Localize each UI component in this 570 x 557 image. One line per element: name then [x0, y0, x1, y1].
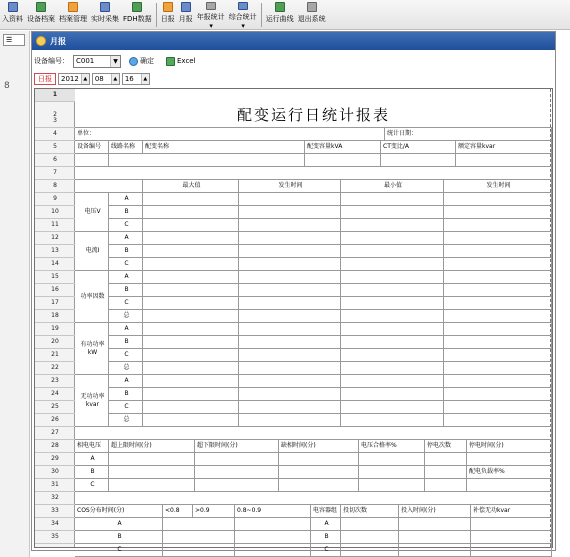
- main-toolbar: [0, 0, 570, 30]
- toolbar-label: 运行曲线: [265, 15, 294, 23]
- row-number[interactable]: 9: [35, 193, 75, 206]
- vs-stop-count[interactable]: 停电次数: [425, 440, 467, 453]
- stats-header-blank[interactable]: [75, 180, 143, 193]
- vs-outage-value[interactable]: [279, 466, 359, 479]
- chevron-down-icon: ▾: [209, 22, 213, 30]
- max-value[interactable]: [143, 375, 239, 388]
- toolbar-label: 入资料: [2, 15, 23, 23]
- confirm-label: 确定: [140, 57, 154, 65]
- max-time[interactable]: [239, 323, 341, 336]
- value-transformer[interactable]: [109, 154, 305, 167]
- left-strip: [0, 31, 30, 557]
- min-time[interactable]: [444, 219, 552, 232]
- max-value[interactable]: [143, 297, 239, 310]
- spinner-arrows-icon: ▲: [111, 74, 119, 84]
- monthly-icon: [181, 2, 191, 12]
- max-time[interactable]: [239, 414, 341, 427]
- max-time[interactable]: [239, 245, 341, 258]
- min-time[interactable]: [444, 193, 552, 206]
- blank-row[interactable]: [75, 427, 552, 440]
- group-name[interactable]: 无功功率 kvar: [75, 375, 109, 427]
- toolbar-separator: [156, 3, 157, 27]
- max-time[interactable]: [239, 258, 341, 271]
- phase-cell[interactable]: 总: [109, 310, 143, 323]
- max-value[interactable]: [143, 245, 239, 258]
- min-value[interactable]: [341, 232, 444, 245]
- row-number[interactable]: 23: [35, 375, 75, 388]
- max-value[interactable]: [143, 362, 239, 375]
- toolbar-archive-manage-button[interactable]: [57, 0, 89, 30]
- header-line-name[interactable]: 线路名称: [109, 141, 143, 154]
- min-time[interactable]: [444, 349, 552, 362]
- max-value[interactable]: [143, 219, 239, 232]
- day-spinner[interactable]: [122, 73, 150, 85]
- day-value: 16: [124, 75, 134, 83]
- group-name[interactable]: 电压V: [75, 193, 109, 232]
- cap-phase[interactable]: C: [311, 544, 341, 557]
- row-number[interactable]: 12: [35, 232, 75, 245]
- toolbar-label: 综合统计: [228, 13, 257, 21]
- row-number[interactable]: 19: [35, 323, 75, 336]
- filter-bar: [32, 50, 555, 72]
- device-select[interactable]: [73, 55, 121, 68]
- row-number[interactable]: 13: [35, 245, 75, 258]
- switch-value[interactable]: [341, 544, 399, 557]
- row-number[interactable]: 16: [35, 284, 75, 297]
- vs-upper-time[interactable]: 超上限时间(分): [109, 440, 195, 453]
- phase-cell[interactable]: B: [109, 388, 143, 401]
- vs-phase-voltage[interactable]: 相电电压: [75, 440, 109, 453]
- yearly-icon: [206, 2, 216, 10]
- report-sheet: [34, 88, 553, 553]
- min-time[interactable]: [444, 336, 552, 349]
- group-name[interactable]: 电流I: [75, 232, 109, 271]
- input-value[interactable]: [399, 544, 471, 557]
- vs-phase[interactable]: C: [75, 479, 109, 492]
- vs-pass-value[interactable]: [359, 466, 425, 479]
- group-name[interactable]: 功率因数: [75, 271, 109, 323]
- row-number[interactable]: 14: [35, 258, 75, 271]
- report-title: 配变运行日统计报表: [75, 102, 552, 128]
- max-time[interactable]: [239, 349, 341, 362]
- switch-value[interactable]: [341, 518, 399, 531]
- vs-outage-time[interactable]: 缺相时间(分): [279, 440, 359, 453]
- row-number[interactable]: 22: [35, 362, 75, 375]
- max-value[interactable]: [143, 232, 239, 245]
- cos-capacitor[interactable]: 电容器组: [311, 505, 341, 518]
- row-number[interactable]: 10: [35, 206, 75, 219]
- cos-value[interactable]: [163, 544, 235, 557]
- min-time[interactable]: [444, 258, 552, 271]
- phase-cell[interactable]: C: [109, 258, 143, 271]
- phase-cell[interactable]: A: [109, 193, 143, 206]
- min-time[interactable]: [444, 414, 552, 427]
- toolbar-label: 年报统计: [196, 13, 225, 21]
- cos-time-header[interactable]: COS分布时间(分): [75, 505, 163, 518]
- min-time[interactable]: [444, 232, 552, 245]
- row-number[interactable]: 24: [35, 388, 75, 401]
- max-value[interactable]: [143, 258, 239, 271]
- row-number[interactable]: 32: [35, 492, 75, 505]
- archive-manage-icon: [68, 2, 78, 12]
- stats-time1[interactable]: 发生时间: [239, 180, 341, 193]
- vs-stop-time-value[interactable]: [467, 479, 552, 492]
- phase-cell[interactable]: C: [109, 219, 143, 232]
- phase-cell[interactable]: C: [109, 297, 143, 310]
- vs-lower-value[interactable]: [195, 466, 279, 479]
- min-time[interactable]: [444, 271, 552, 284]
- phase-cell[interactable]: A: [109, 271, 143, 284]
- row-number[interactable]: 33: [35, 505, 75, 518]
- cos-phase[interactable]: A: [75, 518, 163, 531]
- tab-daily[interactable]: 日报: [34, 73, 56, 85]
- row-number[interactable]: 2: [35, 102, 75, 128]
- value-rated[interactable]: [456, 154, 552, 167]
- min-value[interactable]: [341, 258, 444, 271]
- min-time[interactable]: [444, 310, 552, 323]
- cos-phase[interactable]: B: [75, 531, 163, 544]
- row-number[interactable]: 29: [35, 453, 75, 466]
- cos-r089[interactable]: 0.8~0.9: [235, 505, 311, 518]
- min-value[interactable]: [341, 310, 444, 323]
- confirm-icon: [129, 57, 138, 66]
- phase-cell[interactable]: A: [109, 375, 143, 388]
- input-value[interactable]: [399, 518, 471, 531]
- min-time[interactable]: [444, 401, 552, 414]
- max-value[interactable]: [143, 206, 239, 219]
- vs-upper-value[interactable]: [109, 466, 195, 479]
- vs-phase[interactable]: A: [75, 453, 109, 466]
- value-capacity[interactable]: [305, 154, 381, 167]
- year-spinner[interactable]: [58, 73, 90, 85]
- cos-phase[interactable]: C: [75, 544, 163, 557]
- toolbar-device-archive-button[interactable]: [25, 0, 57, 30]
- cos-r0809[interactable]: >0.9: [193, 505, 235, 518]
- fdh-data-icon: [132, 2, 142, 12]
- vs-stop-count-value[interactable]: [425, 453, 467, 466]
- max-value[interactable]: [143, 336, 239, 349]
- left-marker: 8: [4, 81, 10, 91]
- vs-upper-value[interactable]: [109, 453, 195, 466]
- stats-time2[interactable]: 发生时间: [444, 180, 552, 193]
- vs-lower-time[interactable]: 超下限时间(分): [195, 440, 279, 453]
- min-value[interactable]: [341, 388, 444, 401]
- cos-value[interactable]: [235, 531, 311, 544]
- vs-phase[interactable]: B: [75, 466, 109, 479]
- month-spinner[interactable]: [92, 73, 120, 85]
- vs-upper-value[interactable]: [109, 479, 195, 492]
- excel-label: Excel: [177, 57, 196, 65]
- header-device-no[interactable]: 设备编号: [75, 141, 109, 154]
- spinner-arrows-icon: ▲: [141, 74, 149, 84]
- vs-stop-count-value[interactable]: [425, 479, 467, 492]
- min-time[interactable]: [444, 297, 552, 310]
- min-value[interactable]: [341, 414, 444, 427]
- phase-cell[interactable]: 总: [109, 414, 143, 427]
- vs-lower-value[interactable]: [195, 453, 279, 466]
- comp-value[interactable]: [471, 531, 552, 544]
- cos-value[interactable]: [235, 518, 311, 531]
- year-value: 2012: [61, 75, 79, 83]
- comp-value[interactable]: [471, 544, 552, 557]
- toolbar-label: 退出系统: [297, 15, 326, 23]
- import-icon: [8, 2, 18, 12]
- device-select-value: C001: [76, 57, 95, 65]
- group-name[interactable]: 有功功率 kW: [75, 323, 109, 375]
- phase-cell[interactable]: 总: [109, 362, 143, 375]
- cos-comp[interactable]: 补偿无功kvar: [471, 505, 552, 518]
- row-number[interactable]: 5: [35, 141, 75, 154]
- max-value[interactable]: [143, 284, 239, 297]
- min-time[interactable]: [444, 388, 552, 401]
- phase-cell[interactable]: B: [109, 336, 143, 349]
- row-number[interactable]: 6: [35, 154, 75, 167]
- row-number[interactable]: 4: [35, 128, 75, 141]
- phase-cell[interactable]: A: [109, 323, 143, 336]
- switch-value[interactable]: [341, 531, 399, 544]
- excel-button[interactable]: [162, 55, 200, 68]
- max-value[interactable]: [143, 193, 239, 206]
- min-value[interactable]: [341, 362, 444, 375]
- row-number[interactable]: 3: [35, 115, 75, 128]
- vs-stop-count-value[interactable]: [425, 466, 467, 479]
- min-value[interactable]: [341, 245, 444, 258]
- max-time[interactable]: [239, 375, 341, 388]
- max-time[interactable]: [239, 271, 341, 284]
- window-icon: [36, 36, 46, 46]
- row-number[interactable]: 34: [35, 518, 75, 531]
- min-value[interactable]: [341, 193, 444, 206]
- run-curve-icon: [275, 2, 285, 12]
- vs-stop-time-value[interactable]: [467, 453, 552, 466]
- row-number[interactable]: 18: [35, 310, 75, 323]
- max-value[interactable]: [143, 271, 239, 284]
- min-value[interactable]: [341, 284, 444, 297]
- date-row: [32, 72, 555, 86]
- row-number[interactable]: 8: [35, 180, 75, 193]
- cos-value[interactable]: [163, 518, 235, 531]
- cos-switch-count[interactable]: 投切次数: [341, 505, 399, 518]
- toolbar-label: 月报: [178, 15, 193, 23]
- toolbar-run-curve-button[interactable]: [264, 0, 296, 30]
- min-value[interactable]: [341, 297, 444, 310]
- min-value[interactable]: [341, 206, 444, 219]
- row-number[interactable]: 11: [35, 219, 75, 232]
- row-number[interactable]: 1: [35, 89, 75, 102]
- min-time[interactable]: [444, 245, 552, 258]
- min-value[interactable]: [341, 336, 444, 349]
- stats-max[interactable]: 最大值: [143, 180, 239, 193]
- window-titlebar: [32, 32, 555, 50]
- cos-value[interactable]: [235, 544, 311, 557]
- row-number[interactable]: 26: [35, 414, 75, 427]
- header-capacity[interactable]: 配变容量kVA: [305, 141, 381, 154]
- toolbar-label: 设备档案: [27, 15, 55, 23]
- input-value[interactable]: [399, 531, 471, 544]
- blank-row[interactable]: [75, 167, 552, 180]
- excel-icon: [166, 57, 175, 66]
- toolbar-label: 日报: [160, 15, 175, 23]
- vs-pass-rate[interactable]: 电压合格率%: [359, 440, 425, 453]
- row-number[interactable]: 21: [35, 349, 75, 362]
- header-rated-load[interactable]: 额定容量kvar: [456, 141, 552, 154]
- vs-load-rate[interactable]: 配电负载率%: [467, 466, 552, 479]
- vs-pass-value[interactable]: [359, 453, 425, 466]
- report-window: [31, 31, 556, 551]
- month-value: 08: [94, 75, 104, 83]
- read-data-icon: [100, 2, 110, 12]
- max-time[interactable]: [239, 388, 341, 401]
- device-archive-icon: [36, 2, 46, 12]
- phase-cell[interactable]: C: [109, 401, 143, 414]
- row-number[interactable]: 20: [35, 336, 75, 349]
- stats-min[interactable]: 最小值: [341, 180, 444, 193]
- toolbar-read-data-button[interactable]: [89, 0, 121, 30]
- toolbar-monthly-button[interactable]: [177, 0, 195, 30]
- toolbar-exit-button[interactable]: [296, 0, 328, 30]
- toolbar-yearly-button[interactable]: [195, 0, 227, 30]
- max-time[interactable]: [239, 284, 341, 297]
- window-menu-dropdown[interactable]: ☰: [3, 34, 25, 46]
- cos-value[interactable]: [163, 531, 235, 544]
- vs-stop-time[interactable]: 停电时间(分): [467, 440, 552, 453]
- row-number[interactable]: 27: [35, 427, 75, 440]
- row-number[interactable]: 17: [35, 297, 75, 310]
- max-value[interactable]: [143, 414, 239, 427]
- toolbar-separator: [261, 3, 262, 27]
- value-ct[interactable]: [381, 154, 456, 167]
- toolbar-label: 档案管理: [59, 15, 87, 23]
- vs-lower-value[interactable]: [195, 479, 279, 492]
- toolbar-analysis-button[interactable]: [227, 0, 259, 30]
- phase-cell[interactable]: C: [109, 349, 143, 362]
- phase-cell[interactable]: B: [109, 245, 143, 258]
- toolbar-import-button[interactable]: [0, 0, 25, 30]
- value-device-no[interactable]: [75, 154, 109, 167]
- row-number[interactable]: 15: [35, 271, 75, 284]
- toolbar-fdh-data-button[interactable]: [121, 0, 154, 30]
- row-number[interactable]: 25: [35, 401, 75, 414]
- exit-icon: [307, 2, 317, 12]
- analysis-icon: [238, 2, 248, 10]
- cos-lt08[interactable]: <0.8: [163, 505, 193, 518]
- min-time[interactable]: [444, 323, 552, 336]
- max-value[interactable]: [143, 323, 239, 336]
- min-value[interactable]: [341, 323, 444, 336]
- max-time[interactable]: [239, 193, 341, 206]
- row-number[interactable]: 31: [35, 479, 75, 492]
- max-value[interactable]: [143, 349, 239, 362]
- header-transformer-name[interactable]: 配变名称: [143, 141, 305, 154]
- min-value[interactable]: [341, 219, 444, 232]
- min-time[interactable]: [444, 284, 552, 297]
- max-time[interactable]: [239, 310, 341, 323]
- row-number[interactable]: 35: [35, 531, 75, 544]
- row-number[interactable]: 7: [35, 167, 75, 180]
- max-time[interactable]: [239, 219, 341, 232]
- cap-phase[interactable]: B: [311, 531, 341, 544]
- report-grid: [75, 89, 552, 553]
- confirm-button[interactable]: [125, 55, 158, 68]
- min-time[interactable]: [444, 375, 552, 388]
- phase-cell[interactable]: A: [109, 232, 143, 245]
- max-time[interactable]: [239, 232, 341, 245]
- max-time[interactable]: [239, 336, 341, 349]
- min-value[interactable]: [341, 349, 444, 362]
- spinner-arrows-icon: ▲: [81, 74, 89, 84]
- chevron-down-icon: ▾: [241, 22, 245, 30]
- max-time[interactable]: [239, 362, 341, 375]
- min-time[interactable]: [444, 362, 552, 375]
- max-value[interactable]: [143, 388, 239, 401]
- row-number[interactable]: 28: [35, 440, 75, 453]
- vs-outage-value[interactable]: [279, 479, 359, 492]
- max-value[interactable]: [143, 310, 239, 323]
- daily-icon: [163, 2, 173, 12]
- min-value[interactable]: [341, 401, 444, 414]
- toolbar-daily-button[interactable]: [159, 0, 177, 30]
- row-number[interactable]: 30: [35, 466, 75, 479]
- vs-outage-value[interactable]: [279, 453, 359, 466]
- vs-pass-value[interactable]: [359, 479, 425, 492]
- min-value[interactable]: [341, 271, 444, 284]
- phase-cell[interactable]: B: [109, 206, 143, 219]
- row-number-gutter: [35, 89, 75, 547]
- window-title: 月报: [50, 36, 66, 46]
- min-value[interactable]: [341, 375, 444, 388]
- min-time[interactable]: [444, 206, 552, 219]
- stat-date-cell[interactable]: 统计日期：: [385, 128, 552, 141]
- max-time[interactable]: [239, 401, 341, 414]
- max-time[interactable]: [239, 206, 341, 219]
- header-ct-ratio[interactable]: CT变比/A: [381, 141, 456, 154]
- max-value[interactable]: [143, 401, 239, 414]
- comp-value[interactable]: [471, 518, 552, 531]
- toolbar-label: FDH数据: [123, 15, 152, 23]
- phase-cell[interactable]: B: [109, 284, 143, 297]
- max-time[interactable]: [239, 297, 341, 310]
- unit-cell[interactable]: 单位：: [75, 128, 385, 141]
- device-label: 设备编号：: [34, 57, 69, 65]
- cap-phase[interactable]: A: [311, 518, 341, 531]
- blank-row[interactable]: [75, 492, 552, 505]
- cos-input-time[interactable]: 投入时间(分): [399, 505, 471, 518]
- toolbar-label: 实时采集: [91, 15, 119, 23]
- chevron-down-icon: ▼: [110, 56, 120, 67]
